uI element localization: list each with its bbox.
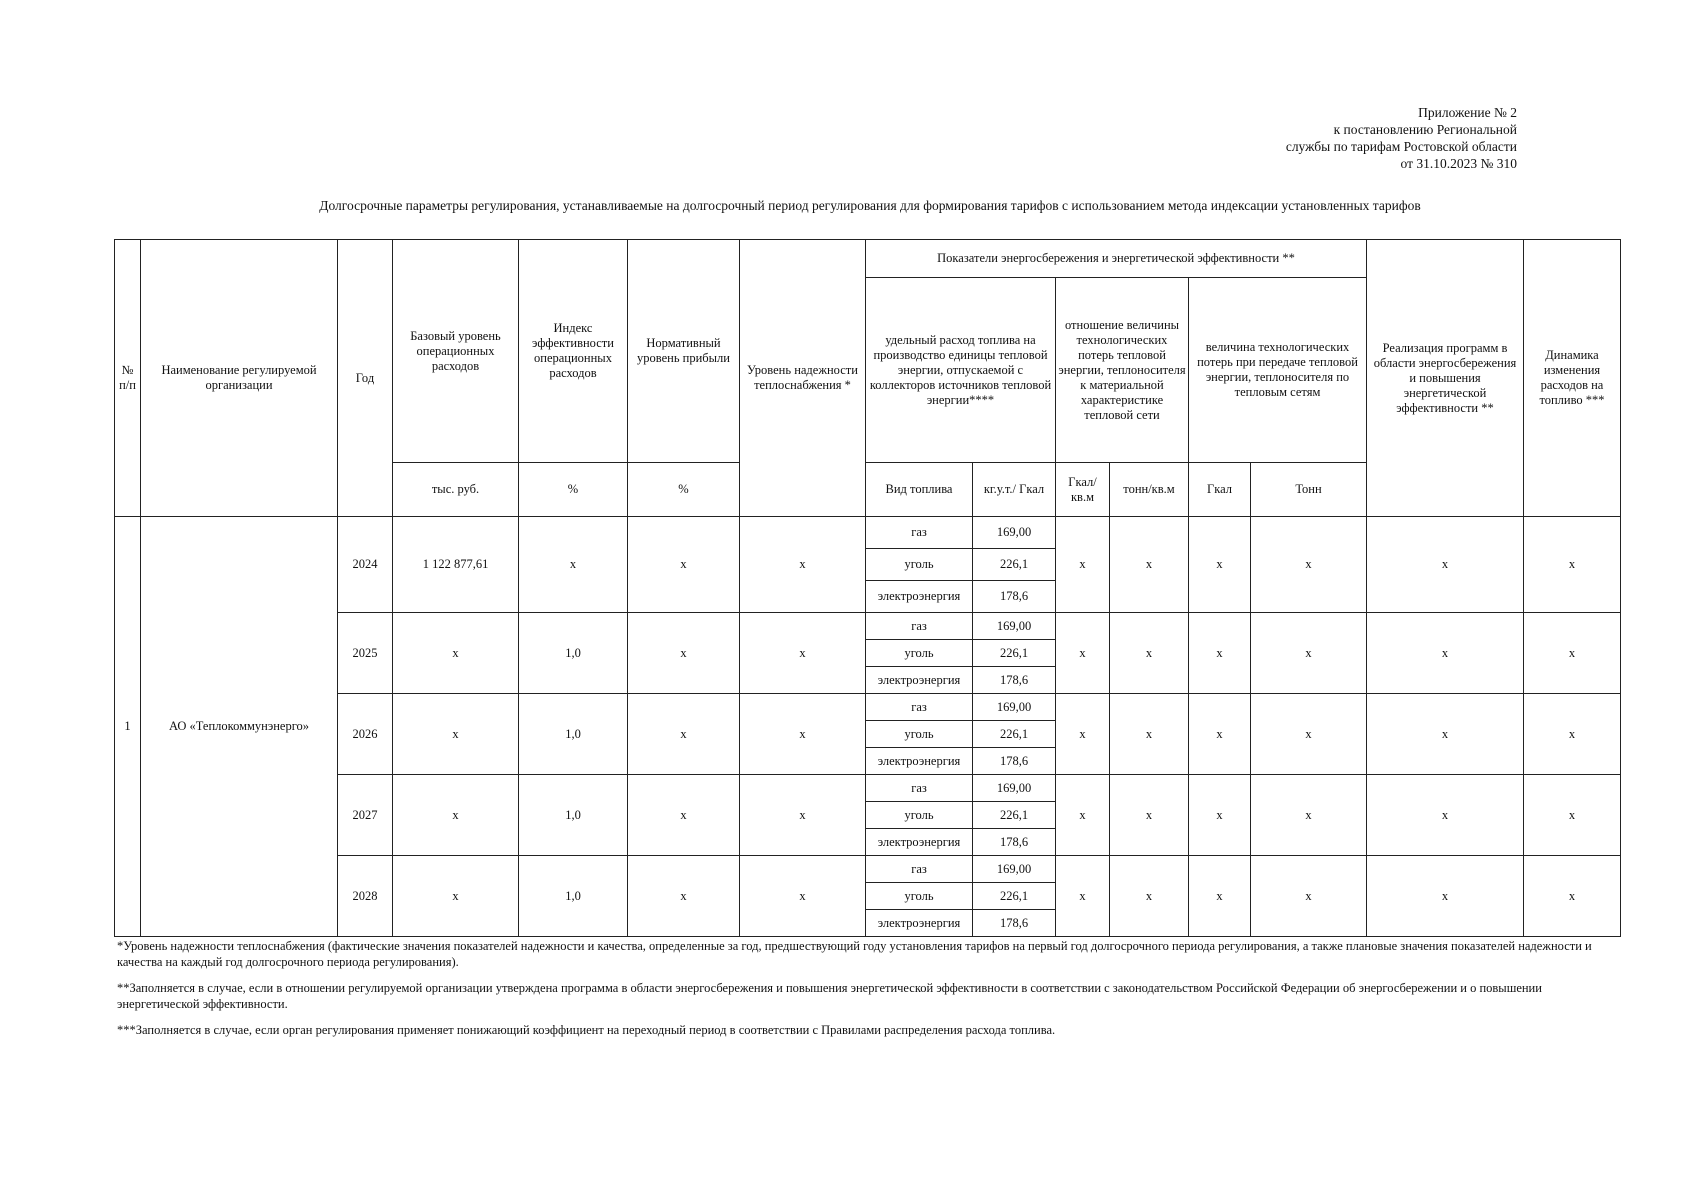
org-num: 1 (115, 517, 141, 937)
cell-reliability: х (740, 613, 866, 694)
cell-reliability: х (740, 694, 866, 775)
cell-fuel-value: 169,00 (973, 613, 1056, 640)
cell-ton: х (1251, 517, 1367, 613)
header-ratio-losses: отношение величины технологических потерь тепловой энергии, теплоносителя к материальной характеристике тепловой сети (1056, 278, 1189, 463)
cell-programs: х (1367, 694, 1524, 775)
cell-programs: х (1367, 517, 1524, 613)
cell-base: х (393, 613, 519, 694)
cell-index: х (519, 517, 628, 613)
cell-profit: х (628, 775, 740, 856)
unit-gcal-sqm: Гкал/ кв.м (1056, 463, 1110, 517)
parameters-table (114, 239, 1621, 937)
cell-fuel-type: электроэнергия (866, 829, 973, 856)
cell-gcal-sqm: х (1056, 775, 1110, 856)
document-title: Долгосрочные параметры регулирования, устанавливаемые на долгосрочный период регулирования для формирования тарифов с использованием метода индексации установленных тарифов (319, 198, 1421, 213)
cell-dynamics: х (1524, 613, 1621, 694)
cell-ton-sqm: х (1110, 856, 1189, 937)
cell-gcal-sqm: х (1056, 613, 1110, 694)
cell-dynamics: х (1524, 856, 1621, 937)
cell-year: 2028 (338, 856, 393, 937)
cell-gcal: х (1189, 775, 1251, 856)
cell-base: х (393, 694, 519, 775)
cell-gcal-sqm: х (1056, 517, 1110, 613)
footnote-2: **Заполняется в случае, если в отношении регулируемой организации утверждена программа в области энергосбережения и повышения энергетической эффективности в соответствии с законодательством Российской Федерации об энергосбережении и о повышении энергетической эффективности. (117, 981, 1542, 1011)
cell-fuel-type: уголь (866, 721, 973, 748)
table-row (115, 613, 1621, 640)
unit-base: тыс. руб. (393, 463, 519, 517)
header-dynamics: Динамика изменения расходов на топливо *** (1524, 240, 1621, 517)
cell-fuel-value: 226,1 (973, 883, 1056, 910)
appendix-line-1: Приложение № 2 (1418, 105, 1517, 120)
cell-fuel-type: газ (866, 694, 973, 721)
appendix-line-3: службы по тарифам Ростовской области (1285, 139, 1517, 154)
header-specific-fuel: удельный расход топлива на производство единицы тепловой энергии, отпускаемой с коллекторов источников тепловой энергии**** (866, 278, 1056, 463)
cell-year: 2027 (338, 775, 393, 856)
header-reliability: Уровень надежности теплоснабжения * (740, 240, 866, 517)
header-index: Индекс эффективности операционных расходов (519, 240, 628, 463)
cell-fuel-value: 169,00 (973, 694, 1056, 721)
footnote-3: ***Заполняется в случае, если орган регулирования применяет понижающий коэффициент на переходный период в соответствии с Правилами распределения расхода топлива. (117, 1023, 1056, 1037)
cell-ton-sqm: х (1110, 613, 1189, 694)
cell-index: 1,0 (519, 856, 628, 937)
cell-reliability: х (740, 517, 866, 613)
cell-fuel-value: 226,1 (973, 640, 1056, 667)
header-programs: Реализация программ в области энергосбережения и повышения энергетической эффективности ** (1367, 240, 1524, 517)
cell-fuel-value: 178,6 (973, 829, 1056, 856)
cell-profit: х (628, 517, 740, 613)
table-row (115, 856, 1621, 883)
cell-fuel-value: 178,6 (973, 581, 1056, 613)
cell-fuel-value: 169,00 (973, 517, 1056, 549)
footnotes (117, 938, 1620, 1048)
cell-fuel-value: 226,1 (973, 549, 1056, 581)
cell-index: 1,0 (519, 775, 628, 856)
cell-fuel-value: 169,00 (973, 775, 1056, 802)
header-base: Базовый уровень операционных расходов (393, 240, 519, 463)
cell-gcal: х (1189, 613, 1251, 694)
footnote-1: *Уровень надежности теплоснабжения (фактические значения показателей надежности и качества, определенные за год, предшествующий году установления тарифов на первый год долгосрочного периода регулирования, а также плановые значения показателей надежности и качества на каждый год долгосрочного периода регулирования). (117, 939, 1592, 969)
cell-fuel-value: 169,00 (973, 856, 1056, 883)
cell-index: 1,0 (519, 613, 628, 694)
cell-ton: х (1251, 856, 1367, 937)
cell-profit: х (628, 694, 740, 775)
cell-dynamics: х (1524, 775, 1621, 856)
cell-fuel-type: уголь (866, 883, 973, 910)
cell-fuel-value: 178,6 (973, 910, 1056, 937)
cell-fuel-type: уголь (866, 549, 973, 581)
cell-year: 2024 (338, 517, 393, 613)
header-losses-transfer: величина технологических потерь при передаче тепловой энергии, теплоносителя по тепловым сетям (1189, 278, 1367, 463)
cell-fuel-type: газ (866, 775, 973, 802)
cell-fuel-value: 226,1 (973, 802, 1056, 829)
cell-programs: х (1367, 613, 1524, 694)
cell-ton-sqm: х (1110, 517, 1189, 613)
cell-programs: х (1367, 856, 1524, 937)
cell-index: 1,0 (519, 694, 628, 775)
appendix-block (1286, 104, 1517, 172)
cell-gcal-sqm: х (1056, 856, 1110, 937)
cell-reliability: х (740, 856, 866, 937)
cell-dynamics: х (1524, 517, 1621, 613)
cell-fuel-type: уголь (866, 802, 973, 829)
cell-year: 2026 (338, 694, 393, 775)
unit-profit: % (628, 463, 740, 517)
cell-year: 2025 (338, 613, 393, 694)
cell-ton: х (1251, 613, 1367, 694)
header-num: № п/п (115, 240, 141, 517)
cell-gcal-sqm: х (1056, 694, 1110, 775)
org-name: АО «Теплокоммунэнерго» (141, 517, 338, 937)
cell-fuel-type: уголь (866, 640, 973, 667)
cell-ton: х (1251, 775, 1367, 856)
cell-fuel-value: 226,1 (973, 721, 1056, 748)
header-energy-group: Показатели энергосбережения и энергетической эффективности ** (866, 240, 1367, 278)
cell-reliability: х (740, 775, 866, 856)
cell-base: 1 122 877,61 (393, 517, 519, 613)
cell-dynamics: х (1524, 694, 1621, 775)
table-row (115, 775, 1621, 802)
header-profit: Нормативный уровень прибыли (628, 240, 740, 463)
cell-ton: х (1251, 694, 1367, 775)
unit-gcal: Гкал (1189, 463, 1251, 517)
unit-fuel-value: кг.у.т./ Гкал (973, 463, 1056, 517)
cell-fuel-value: 178,6 (973, 667, 1056, 694)
header-org: Наименование регулируемой организации (141, 240, 338, 517)
table-row (115, 517, 1621, 549)
header-year: Год (338, 240, 393, 517)
unit-ton: Тонн (1251, 463, 1367, 517)
cell-ton-sqm: х (1110, 775, 1189, 856)
appendix-line-4: от 31.10.2023 № 310 (1400, 156, 1517, 171)
cell-fuel-value: 178,6 (973, 748, 1056, 775)
unit-fuel-type: Вид топлива (866, 463, 973, 517)
cell-gcal: х (1189, 694, 1251, 775)
cell-fuel-type: электроэнергия (866, 581, 973, 613)
cell-fuel-type: электроэнергия (866, 748, 973, 775)
cell-fuel-type: электроэнергия (866, 910, 973, 937)
cell-gcal: х (1189, 856, 1251, 937)
cell-profit: х (628, 613, 740, 694)
cell-base: х (393, 856, 519, 937)
cell-fuel-type: газ (866, 517, 973, 549)
cell-programs: х (1367, 775, 1524, 856)
cell-gcal: х (1189, 517, 1251, 613)
cell-fuel-type: газ (866, 856, 973, 883)
cell-base: х (393, 775, 519, 856)
table-row (115, 694, 1621, 721)
cell-fuel-type: электроэнергия (866, 667, 973, 694)
cell-fuel-type: газ (866, 613, 973, 640)
appendix-line-2: к постановлению Региональной (1333, 122, 1517, 137)
unit-index: % (519, 463, 628, 517)
unit-ton-sqm: тонн/кв.м (1110, 463, 1189, 517)
cell-profit: х (628, 856, 740, 937)
cell-ton-sqm: х (1110, 694, 1189, 775)
